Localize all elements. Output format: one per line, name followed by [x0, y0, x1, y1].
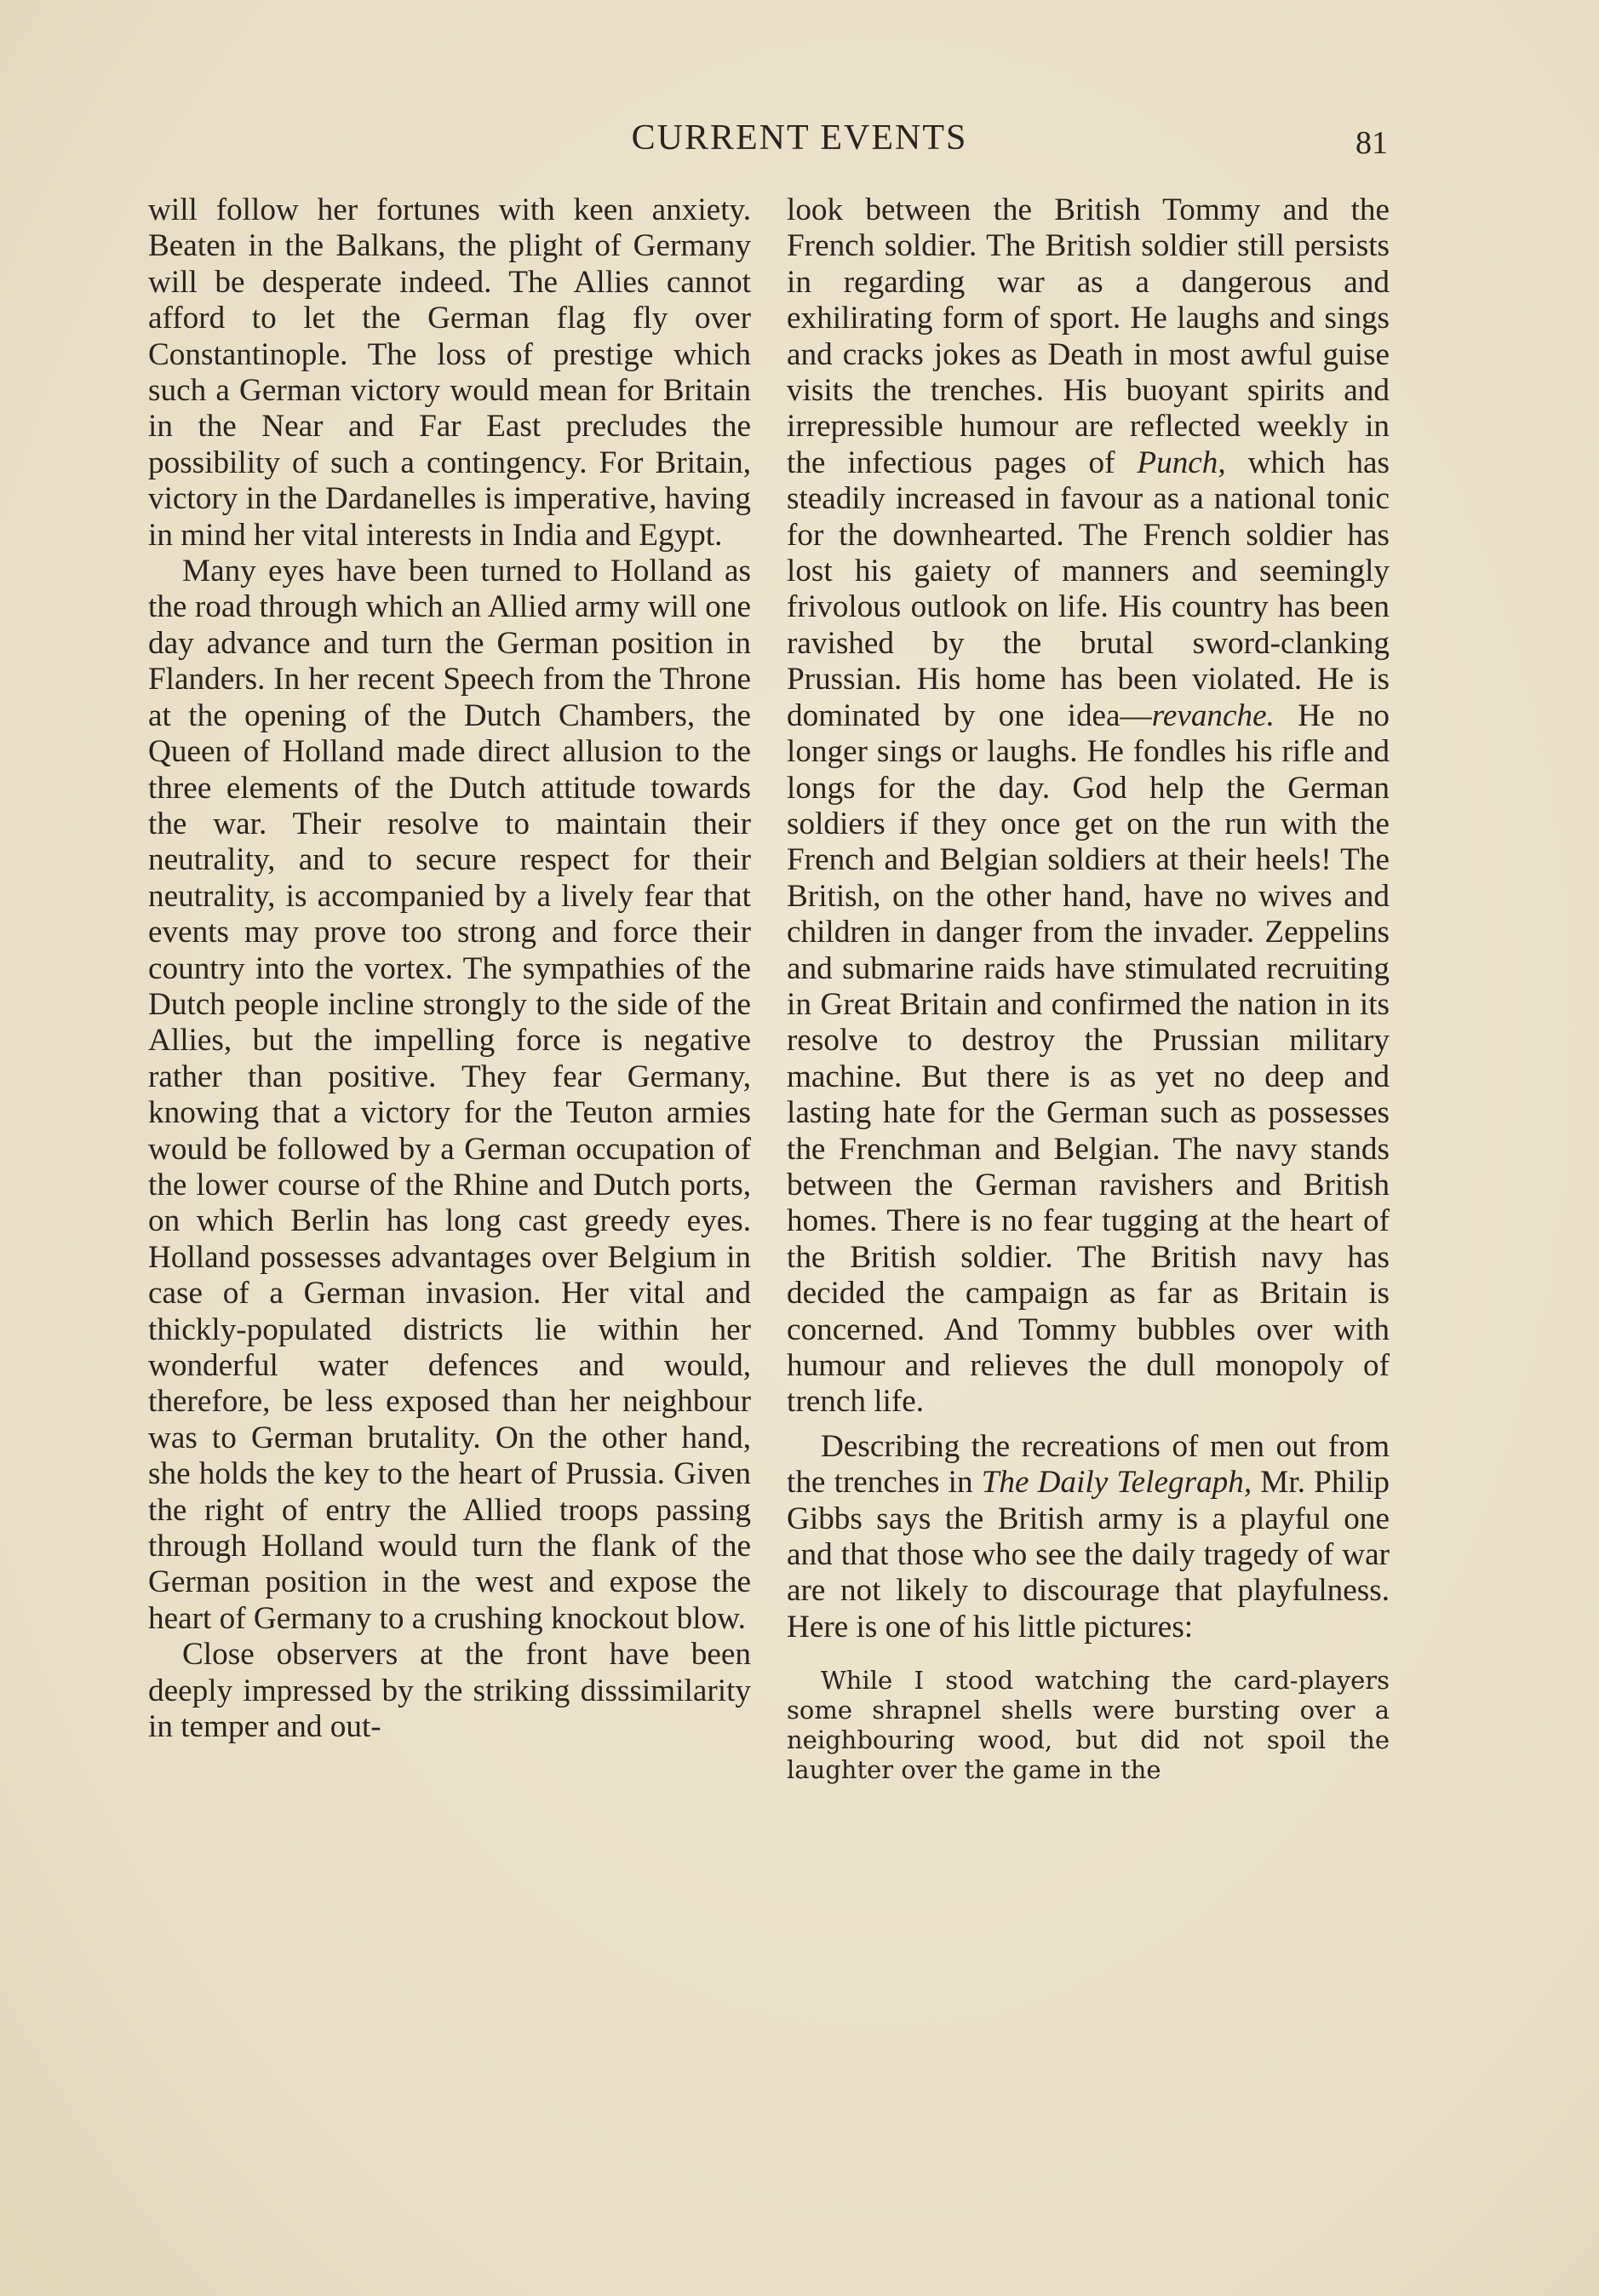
- left-paragraph-2: Many eyes have been turned to Holland as the road through which an Allied army will one day advance and turn the German position in Flanders. In her recent Speech from the Throne at the opening of the Dutch Chambers, the Queen of Holland made direct allusion to the three elements of the Dutch attitude towards the war. Their resolve to maintain their neutrality, and to secure respect for their neutrality, is accompanied by a lively fear that events may prove too strong and force their country into the vortex. The sympathies of the Dutch people incline strongly to the side of the Allies, but the impelling force is negative rather than positive. They fear Germany, knowing that a victory for the Teuton armies would be followed by a German occupation of the lower course of the Rhine and Dutch ports, on which Berlin has long cast greedy eyes. Holland possesses advantages over Belgium in case of a German invasion. Her vital and thickly-populated districts lie within her wonderful water defences and would, therefore, be less exposed than her neighbour was to German brutality. On the other hand, she holds the key to the heart of Prussia. Given the right of entry the Allied troops passing through Holland would turn the flank of the German position in the west and expose the heart of Germany to a crushing knockout blow.: [148, 554, 751, 1636]
- right-paragraph-2: [787, 1429, 1390, 1645]
- left-paragraph-1: will follow her fortunes with keen anxiety. Beaten in the Balkans, the plight of Germany will be desperate indeed. The Allies cannot afford to let the German flag fly over Constantinople. The loss of prestige which such a German victory would mean for Britain in the Near and Far East precludes the possibility of such a contingency. For Britain, victory in the Dardanelles is imperative, having in mind her vital interests in India and Egypt.: [148, 192, 751, 553]
- right-paragraph-1: [787, 192, 1390, 1421]
- left-paragraph-3: Close observers at the front have been deeply impressed by the striking disssimilarity in temper and out-: [148, 1637, 751, 1745]
- right-paragraph-1-text-a: look between the British Tommy and the French soldier. The British soldier still persists in regarding war as a dangerous and exhilirating form of sport. He laughs and sings and cracks jokes as Death in most awful guise visits the trenches. His buoyant spirits and irrepressible humour are reflected weekly in the infectious pages of: [787, 192, 1390, 480]
- page-number: 81: [1355, 125, 1388, 161]
- block-quote: While I stood watching the card-players some shrapnel shells were bursting over a neighbouring wood, but did not spoil the laughter over the game in the: [787, 1666, 1390, 1785]
- left-column: [148, 192, 751, 1745]
- punch-title: Punch,: [1137, 445, 1226, 480]
- right-paragraph-2-text-b: Mr. Philip Gibbs says the British army is a playful one and that those who see the daily tragedy of war are not likely to discourage that playfulness. Here is one of his little pictures:: [787, 1465, 1390, 1645]
- revanche-word: revanche.: [1151, 697, 1275, 733]
- right-paragraph-1-text-c: He no longer sings or laughs. He fondles his rifle and longs for the day. God help the German soldiers if they once get on the run with the French and Belgian soldiers at their heels! The British, on the other hand, have no wives and children in danger from the invader. Zeppelins and submarine raids have stimulated recruiting in Great Britain and confirmed the nation in its resolve to destroy the Prussian military machine. But there is as yet no deep and lasting hate for the German such as possesses the Frenchman and Belgian. The navy stands between the German ravishers and British homes. There is no fear tugging at the heart of the British soldier. The British navy has decided the campaign as far as Britain is concerned. And Tommy bubbles over with humour and relieves the dull monopoly of trench life.: [787, 697, 1390, 1420]
- right-column: [787, 192, 1390, 1785]
- right-paragraph-1-text-b: which has steadily increased in favour as a national tonic for the downhearted. The French soldier has lost his gaiety of manners and seemingly frivolous outlook on life. His country has been ravished by the brutal sword-clanking Prussian. His home has been violated. He is dominated by one idea—: [787, 445, 1390, 733]
- daily-telegraph-title: The Daily Telegraph,: [981, 1465, 1252, 1501]
- right-paragraph-2-text-a: Describing the recreations of men out from the trenches in: [787, 1428, 1390, 1501]
- running-header-title: CURRENT EVENTS: [631, 118, 968, 158]
